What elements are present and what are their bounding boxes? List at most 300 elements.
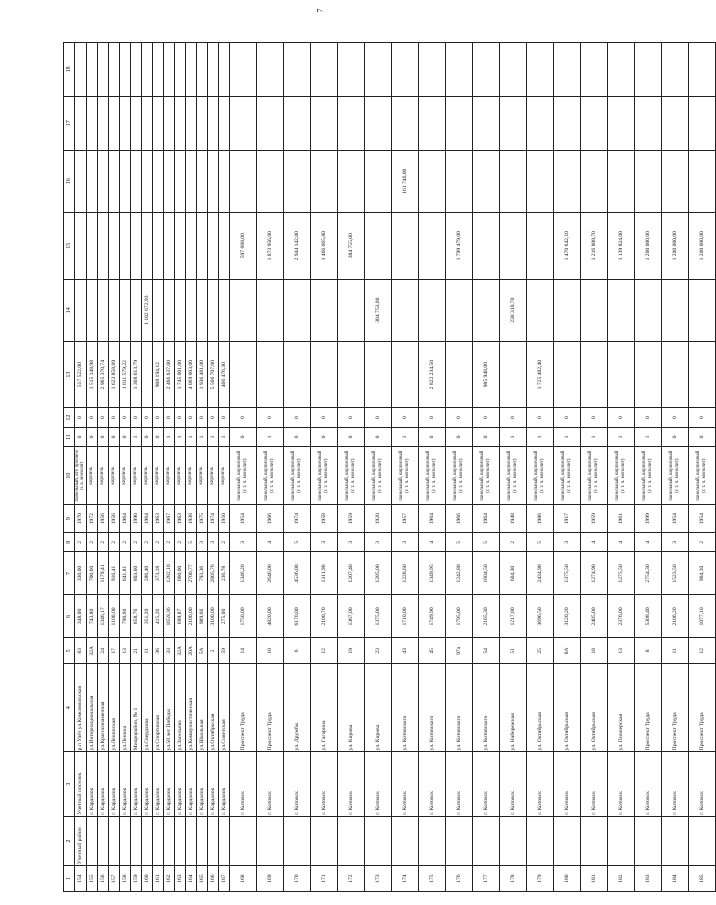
table-cell: 4: [580, 533, 607, 552]
table-cell: 5: [445, 533, 472, 552]
table-cell: 1604,50: [472, 552, 499, 595]
table-cell: 0: [152, 408, 163, 427]
table-cell: 161 746,00: [391, 150, 418, 212]
table-cell: 466 476,30: [218, 341, 229, 408]
table-cell: 0: [86, 427, 97, 446]
table-cell: [97, 816, 108, 865]
table-cell: ул. Котовского: [472, 664, 499, 752]
table-cell: [472, 96, 499, 150]
table-cell: г. Котовск: [526, 752, 553, 816]
table-cell: г. Кардалок: [119, 752, 130, 816]
table-cell: [141, 341, 152, 408]
table-cell: 1 873 956,00: [256, 212, 283, 279]
table-cell: 3: [310, 533, 337, 552]
table-cell: [553, 341, 580, 408]
table-row: [607, 43, 634, 892]
table-cell: 2376,00: [607, 595, 634, 638]
table-cell: [141, 212, 152, 279]
table-cell: 1710,00: [391, 595, 418, 638]
table-cell: 989,66: [196, 595, 207, 638]
table-cell: 0: [688, 427, 715, 446]
table-cell: 1: [607, 427, 634, 446]
table-cell: 1 623 858,89: [108, 341, 119, 408]
table-cell: [634, 279, 661, 341]
table-cell: [163, 816, 174, 865]
table-cell: [580, 150, 607, 212]
table-cell: 517 522,00: [75, 341, 87, 408]
table-cell: [526, 816, 553, 865]
table-cell: 0: [688, 408, 715, 427]
table-cell: 1: [196, 427, 207, 446]
table-cell: 1974: [207, 505, 218, 533]
table-cell: 286,40: [141, 552, 152, 595]
table-cell: 2754,30: [634, 552, 661, 595]
table-cell: 1: [256, 427, 283, 446]
table-cell: [196, 816, 207, 865]
table-cell: [75, 279, 87, 341]
table-cell: [364, 43, 391, 97]
page-number: 7: [315, 8, 325, 13]
table-cell: панельный, кирпичный (с т. ч. монолит): [310, 447, 337, 505]
table-cell: 1077,10: [688, 595, 715, 638]
table-cell: 5А: [196, 638, 207, 664]
table-cell: 0: [445, 427, 472, 446]
table-cell: [580, 816, 607, 865]
table-cell: [185, 816, 196, 865]
table-cell: Проспект Труда: [661, 664, 688, 752]
column-number-16: 16: [64, 150, 75, 212]
table-cell: 2700,77: [185, 552, 196, 595]
table-cell: [472, 150, 499, 212]
table-cell: [607, 341, 634, 408]
table-cell: г. Котовск: [256, 752, 283, 816]
table-cell: 0: [119, 408, 130, 427]
table-cell: [661, 816, 688, 865]
table-cell: 0: [119, 427, 130, 446]
table-cell: ул. Котовского: [418, 664, 445, 752]
table-cell: [207, 279, 218, 341]
table-cell: ул. Котовского: [391, 664, 418, 752]
table-cell: [445, 816, 472, 865]
table-cell: 185: [688, 866, 715, 892]
table-cell: 3100,00: [207, 595, 218, 638]
table-cell: 54: [472, 638, 499, 664]
table-cell: 1: [499, 427, 526, 446]
table-row: [391, 43, 418, 892]
table-row: [229, 43, 256, 892]
table-cell: 1938: [185, 505, 196, 533]
table-row: [526, 43, 553, 892]
table-cell: [337, 96, 364, 150]
table-cell: [391, 43, 418, 97]
table-cell: ул.Интернациональная: [86, 664, 97, 752]
table-cell: 0: [364, 427, 391, 446]
table-cell: кирпичь: [218, 447, 229, 505]
table-cell: 1242,80: [445, 552, 472, 595]
table-cell: [499, 212, 526, 279]
table-cell: 0: [163, 408, 174, 427]
table-cell: панельный, кирпичный (с т. ч. монолит): [418, 447, 445, 505]
column-number-15: 15: [64, 212, 75, 279]
table-cell: [97, 43, 108, 97]
table-cell: [418, 212, 445, 279]
table-cell: 13: [607, 638, 634, 664]
table-cell: 0: [218, 408, 229, 427]
table-cell: [553, 816, 580, 865]
table-cell: панельный, кирпичный (с т. ч. монолит): [580, 447, 607, 505]
table-cell: 1 745 001,00: [174, 341, 185, 408]
table-cell: [86, 96, 97, 150]
table-cell: [580, 341, 607, 408]
table-cell: 0: [661, 427, 688, 446]
table-cell: 4: [418, 533, 445, 552]
table-cell: 1954: [661, 505, 688, 533]
table-cell: [86, 212, 97, 279]
table-cell: панельный, кирпичный (с т. ч. монолит): [607, 447, 634, 505]
table-cell: 1: [207, 427, 218, 446]
table-cell: 3: [661, 533, 688, 552]
table-cell: ул.Засельева: [174, 664, 185, 752]
table-cell: 170: [283, 866, 310, 892]
column-number-12: 12: [64, 408, 75, 427]
table-cell: 1964: [418, 505, 445, 533]
table-cell: 0: [130, 408, 141, 427]
table-cell: [141, 816, 152, 865]
table-cell: [108, 816, 119, 865]
table-cell: [553, 96, 580, 150]
table-cell: 3: [364, 533, 391, 552]
table-cell: кирпичь: [119, 447, 130, 505]
table-cell: [364, 150, 391, 212]
table-cell: 45: [418, 638, 445, 664]
table-cell: г. Котовск: [418, 752, 445, 816]
table-cell: [207, 96, 218, 150]
table-cell: [229, 43, 256, 97]
table-cell: [391, 816, 418, 865]
table-cell: 1: [391, 427, 418, 446]
table-cell: 12: [688, 638, 715, 664]
table-cell: кирпичь: [97, 447, 108, 505]
table-cell: 1659,36: [163, 595, 174, 638]
table-cell: г. Кардалок: [163, 752, 174, 816]
table-cell: 175: [418, 866, 445, 892]
table-row: [75, 43, 87, 892]
table-cell: [207, 816, 218, 865]
table-cell: г. Кардалок: [218, 752, 229, 816]
table-cell: 4: [607, 533, 634, 552]
table-cell: 415,26: [152, 595, 163, 638]
table-cell: [75, 212, 87, 279]
table-cell: 6: [283, 638, 310, 664]
table-cell: 0: [553, 408, 580, 427]
table-cell: [97, 279, 108, 341]
table-cell: 179: [526, 866, 553, 892]
table-cell: 916,41: [108, 552, 119, 595]
table-cell: [218, 96, 229, 150]
table-cell: 177: [472, 866, 499, 892]
table-row: [207, 43, 218, 892]
table-cell: 1954: [688, 505, 715, 533]
table-cell: 5 566 707,00: [207, 341, 218, 408]
table-cell: [283, 279, 310, 341]
table-cell: 43: [391, 638, 418, 664]
table-cell: 1964: [472, 505, 499, 533]
table-cell: [661, 43, 688, 97]
table-cell: [130, 279, 141, 341]
table-cell: [163, 96, 174, 150]
table-cell: [688, 341, 715, 408]
table-cell: [472, 212, 499, 279]
table-row: [418, 43, 445, 892]
table-cell: 0: [472, 408, 499, 427]
table-cell: 32А: [174, 638, 185, 664]
table-cell: 160: [141, 866, 152, 892]
table-cell: 0: [418, 427, 445, 446]
table-cell: 904,10: [688, 552, 715, 595]
table-cell: г. Кардалок: [108, 752, 119, 816]
table-cell: кирпичь: [174, 447, 185, 505]
table-cell: [174, 96, 185, 150]
table-cell: 641,81: [119, 552, 130, 595]
table-cell: г. Котовск: [634, 752, 661, 816]
table-cell: 51: [499, 638, 526, 664]
table-cell: [229, 150, 256, 212]
table-cell: ул.Школьная: [196, 664, 207, 752]
table-cell: [418, 96, 445, 150]
table-cell: [553, 150, 580, 212]
table-cell: 384 753,00: [364, 279, 391, 341]
table-cell: 2: [688, 533, 715, 552]
table-cell: Проспект Труда: [229, 664, 256, 752]
table-row: [108, 43, 119, 892]
table-cell: 236,78: [218, 552, 229, 595]
table-row: [152, 43, 163, 892]
table-cell: [499, 816, 526, 865]
table-cell: 2165,30: [472, 595, 499, 638]
table-cell: [152, 43, 163, 97]
table-cell: 0: [185, 408, 196, 427]
table-row: [185, 43, 196, 892]
table-cell: 20А: [185, 638, 196, 664]
table-cell: г. Котовск: [283, 752, 310, 816]
table-row: [310, 43, 337, 892]
table-cell: [86, 279, 97, 341]
table-cell: 5: [526, 533, 553, 552]
table-cell: 83: [75, 638, 87, 664]
table-cell: 8: [634, 638, 661, 664]
table-cell: 181: [580, 866, 607, 892]
table-cell: 1207,40: [337, 552, 364, 595]
table-row: [283, 43, 310, 892]
table-cell: 0: [580, 408, 607, 427]
table-cell: ул.Ленина: [119, 664, 130, 752]
column-number-7: 7: [64, 552, 75, 595]
table-cell: [108, 150, 119, 212]
table-cell: ул. Набережная: [499, 664, 526, 752]
table-cell: [196, 43, 207, 97]
table-cell: ул.Советская: [218, 664, 229, 752]
table-cell: ул. Кирова: [337, 664, 364, 752]
column-number-18: 18: [64, 43, 75, 97]
table-cell: панельный, кто прочное п. к. монолит: [75, 447, 87, 505]
table-row: [130, 43, 141, 892]
column-number-17: 17: [64, 96, 75, 150]
table-cell: 908 194,12: [152, 341, 163, 408]
table-cell: [445, 341, 472, 408]
table-row: [472, 43, 499, 892]
column-number-9: 9: [64, 505, 75, 533]
table-cell: 164: [185, 866, 196, 892]
table-cell: панельный, кирпичный (с т. ч. монолит): [553, 447, 580, 505]
table-cell: 3: [391, 533, 418, 552]
table-cell: 1964: [141, 505, 152, 533]
table-cell: 2: [499, 533, 526, 552]
table-cell: 348,00: [75, 595, 87, 638]
table-cell: [163, 279, 174, 341]
table-cell: [163, 150, 174, 212]
table-cell: 0: [445, 408, 472, 427]
column-number-14: 14: [64, 279, 75, 341]
table-cell: 3: [229, 533, 256, 552]
table-cell: 1346,20: [229, 552, 256, 595]
table-cell: ул.Октябрьская: [207, 664, 218, 752]
table-cell: 18: [580, 638, 607, 664]
table-cell: [526, 150, 553, 212]
table-cell: [86, 150, 97, 212]
table-cell: кирпичь: [108, 447, 119, 505]
table-cell: [207, 150, 218, 212]
table-cell: 2646,00: [256, 552, 283, 595]
table-cell: 373,18: [152, 552, 163, 595]
table-cell: [86, 43, 97, 97]
table-cell: 1: [634, 427, 661, 446]
table-cell: 167: [218, 866, 229, 892]
table-cell: 162: [163, 866, 174, 892]
table-cell: [526, 96, 553, 150]
table-cell: [108, 212, 119, 279]
table-cell: [130, 43, 141, 97]
table-cell: [174, 150, 185, 212]
table-cell: [130, 150, 141, 212]
table-cell: 21: [130, 638, 141, 664]
column-number-1: 1: [64, 866, 75, 892]
table-cell: 0: [152, 427, 163, 446]
table-cell: панельный, кирпичный (с т. ч. монолит): [256, 447, 283, 505]
table-cell: кирпичь: [207, 447, 218, 505]
table-cell: [364, 816, 391, 865]
table-row: [499, 43, 526, 892]
column-number-5: 5: [64, 638, 75, 664]
table-cell: г. Котовск: [580, 752, 607, 816]
table-cell: [119, 150, 130, 212]
table-cell: [218, 212, 229, 279]
table-cell: 97а: [445, 638, 472, 664]
table-cell: 3: [553, 533, 580, 552]
table-cell: 1 466 665,80: [310, 212, 337, 279]
table-cell: 330,00: [75, 552, 87, 595]
table-cell: [607, 150, 634, 212]
table-cell: 0: [256, 408, 283, 427]
table-cell: 1986: [526, 505, 553, 533]
table-cell: [661, 150, 688, 212]
table-cell: [661, 96, 688, 150]
table-body: [75, 43, 716, 892]
table-cell: 3: [207, 533, 218, 552]
table-cell: 157: [108, 866, 119, 892]
column-number-6: 6: [64, 595, 75, 638]
table-cell: 0: [634, 408, 661, 427]
table-cell: панельный, кирпичный (с т. ч. монолит): [391, 447, 418, 505]
table-cell: 1961: [607, 505, 634, 533]
column-number-3: 3: [64, 752, 75, 816]
table-cell: [337, 150, 364, 212]
table-cell: 1975: [196, 505, 207, 533]
table-cell: 1972: [86, 505, 97, 533]
table-cell: 4820,00: [256, 595, 283, 638]
table-cell: 1: [163, 427, 174, 446]
table-cell: 1954: [229, 505, 256, 533]
table-row: [364, 43, 391, 892]
table-cell: [580, 43, 607, 97]
table-cell: 154: [75, 866, 87, 892]
table-cell: 1375,50: [553, 552, 580, 595]
table-cell: 1523,50: [661, 552, 688, 595]
table-cell: [607, 96, 634, 150]
table-cell: [580, 279, 607, 341]
table-cell: [553, 279, 580, 341]
table-cell: 180: [553, 866, 580, 892]
table-cell: г. Кардалок: [196, 752, 207, 816]
table-row: [218, 43, 229, 892]
table-cell: г. Котовск: [499, 752, 526, 816]
table-cell: 0: [337, 408, 364, 427]
table-cell: 351,20: [141, 595, 152, 638]
table-cell: [634, 96, 661, 150]
table-cell: 0: [391, 408, 418, 427]
table-cell: 1274,90: [580, 552, 607, 595]
table-row: [174, 43, 185, 892]
table-cell: 5: [283, 533, 310, 552]
table-cell: 10: [256, 638, 283, 664]
table-cell: [661, 341, 688, 408]
table-cell: [418, 150, 445, 212]
table-cell: 0: [310, 408, 337, 427]
table-cell: [661, 279, 688, 341]
table-cell: [86, 816, 97, 865]
table-cell: [634, 150, 661, 212]
table-cell: [607, 816, 634, 865]
table-cell: 0: [97, 427, 108, 446]
table-cell: кирпичь: [196, 447, 207, 505]
table-cell: 1917: [553, 505, 580, 533]
table-cell: 1282,10: [163, 552, 174, 595]
table-cell: [185, 150, 196, 212]
table-cell: [141, 150, 152, 212]
table-cell: г. Котовск: [337, 752, 364, 816]
table-row: [97, 43, 108, 892]
table-cell: [310, 279, 337, 341]
table-cell: [526, 212, 553, 279]
table-cell: [310, 150, 337, 212]
table-cell: 1 200 000,00: [634, 212, 661, 279]
column-number-11: 11: [64, 427, 75, 446]
table-cell: 1957: [391, 505, 418, 533]
table-cell: 1: [174, 427, 185, 446]
table-cell: [391, 96, 418, 150]
table-cell: г. Котовск: [661, 752, 688, 816]
table-row: [86, 43, 97, 892]
table-cell: [218, 816, 229, 865]
